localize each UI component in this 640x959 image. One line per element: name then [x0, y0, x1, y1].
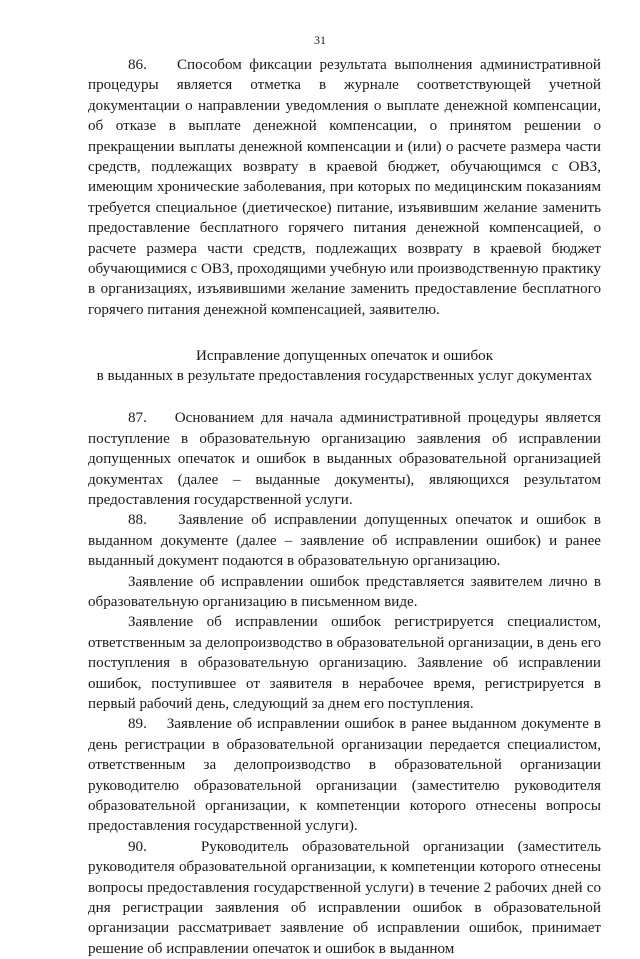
- section-heading-line-1: Исправление допущенных опечаток и ошибок: [195, 348, 494, 365]
- paragraph-87: 87. Основанием для начала административной процедуры является поступление в образовательную организацию заявления об исправлении допущенных опечаток и ошибок в выданных образовательной организацией документах (далее – выданные документы), являющихся результатом предоставления государственной услуги.: [88, 410, 601, 508]
- section-spacer: [88, 320, 601, 346]
- paragraph-88-submission: Заявление об исправлении ошибок представляется заявителем лично в образовательную организацию в письменном виде.: [88, 573, 601, 610]
- document-body: [88, 55, 601, 959]
- section-heading-line-2: в выданных в результате предоставления государственных услуг документах: [96, 368, 593, 385]
- paragraph-90: 90. Руководитель образовательной организации (заместитель руководителя образовательной организации, к компетенции которого отнесены вопросы предоставления государственной услуги) в течение 2 рабочих дней со дня регистрации заявления об исправлении ошибок в образовательной организации рассматривает заявление об исправлении ошибок, принимает решение об исправлении опечаток и ошибок в выданном: [88, 838, 601, 957]
- paragraph-89: 89. Заявление об исправлении ошибок в ранее выданном документе в день регистрации в образовательной организации передается специалистом, ответственным за делопроизводство в образовательной организации руководителю образовательной организации (заместителю руководителя образовательной организации, к компетенции которого отнесены вопросы предоставления государственной услуги).: [88, 716, 601, 835]
- paragraph-88: 88. Заявление об исправлении допущенных опечаток и ошибок в выданном документе (далее – заявление об исправлении ошибок) и ранее выданный документ подаются в образовательную организацию.: [88, 512, 601, 570]
- section-heading: [88, 346, 601, 386]
- page-number: 31: [314, 33, 326, 47]
- paragraph-86: 86. Способом фиксации результата выполнения административной процедуры является отметка в журнале соответствующей учетной документации о направлении уведомления о выплате денежной компенсации, об отказе в выплате денежной компенсации, о принятом решении о прекращении выплаты денежной компенсации и (или) о расчете размера части средств, подлежащих возврату в краевой бюджет, обучающимся с ОВЗ, имеющим хронические заболевания, при которых по медицинским показаниям требуется специальное (диетическое) питание, изъявившим желание заменить предоставление бесплатного горячего питания денежной компенсацией, о расчете размера части средств, подлежащих возврату в краевой бюджет обучающимися с ОВЗ, проходящими учебную или производственную практику в организациях, изъявившими желание заменить предоставление бесплатного горячего питания денежной компенсацией, заявителю.: [88, 57, 601, 318]
- paragraph-88-registration: Заявление об исправлении ошибок регистрируется специалистом, ответственным за делопроизводство в образовательной организации, в день его поступления в образовательную организацию. Заявление об исправлении ошибок, поступившее от заявителя в нерабочее время, регистрируется в первый рабочий день, следующий за днем его поступления.: [88, 614, 601, 712]
